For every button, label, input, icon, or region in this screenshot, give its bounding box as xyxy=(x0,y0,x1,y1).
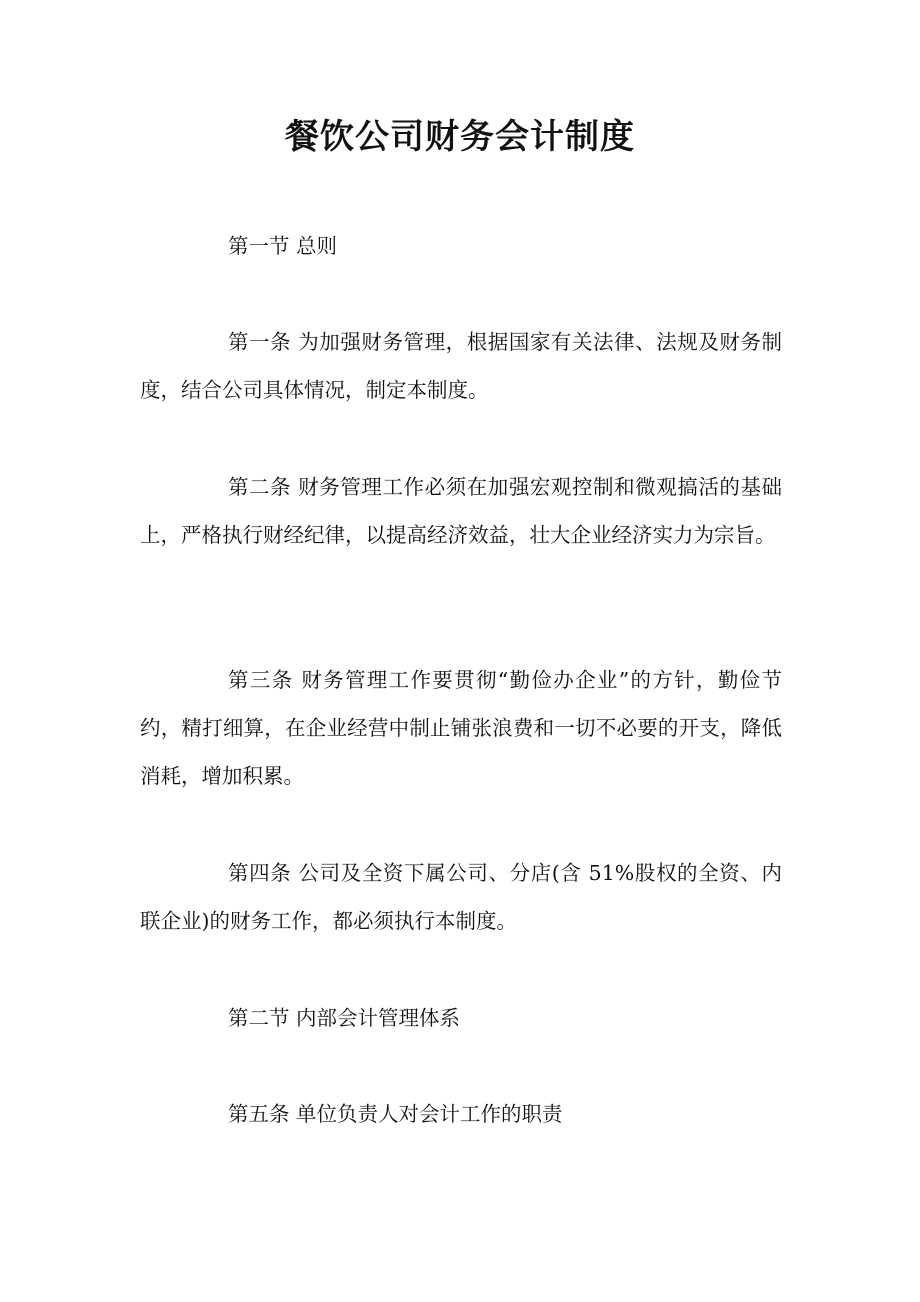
document-title: 餐饮公司财务会计制度 xyxy=(285,117,635,157)
article-paragraph: 第二条 财务管理工作必须在加强宏观控制和微观搞活的基础上，严格执行财经纪律，以提高经济效益，壮大企业经济实力为宗旨。 xyxy=(140,475,782,547)
article-paragraph: 第三条 财务管理工作要贯彻“勤俭办企业”的方针，勤俭节约，精打细算，在企业经营中制止铺张浪费和一切不必要的开支，降低消耗，增加积累。 xyxy=(140,668,782,788)
section-heading: 第二节 内部会计管理体系 xyxy=(228,1006,461,1030)
article-paragraph: 第五条 单位负责人对会计工作的职责 xyxy=(228,1102,563,1126)
article-paragraph: 第四条 公司及全资下属公司、分店(含 51%股权的全资、内联企业)的财务工作，都必须执行本制度。 xyxy=(140,861,782,933)
section-heading: 第一节 总则 xyxy=(228,234,338,258)
article-paragraph: 第一条 为加强财务管理，根据国家有关法律、法规及财务制度，结合公司具体情况，制定本制度。 xyxy=(140,330,782,402)
